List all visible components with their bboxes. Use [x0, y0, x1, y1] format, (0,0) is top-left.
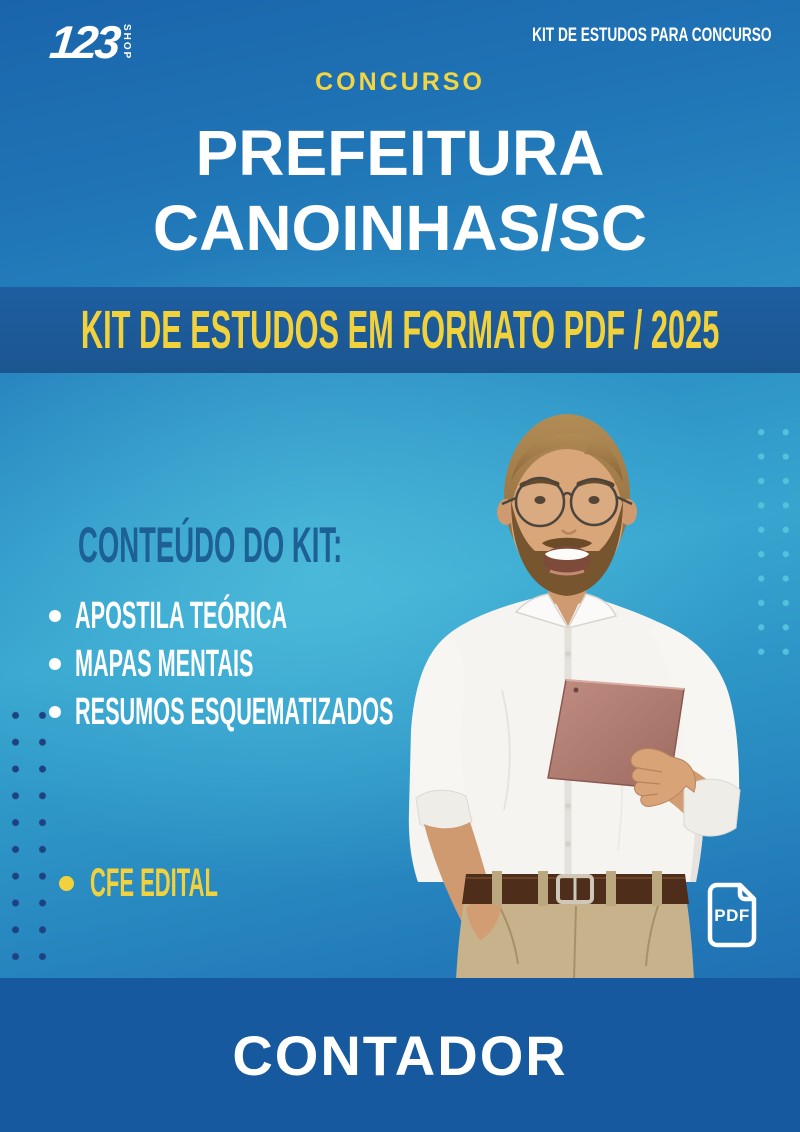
title-line-1: PREFEITURA: [195, 117, 605, 189]
footer-role-bar: [0, 978, 800, 1132]
title-line-2: CANOINHAS/SC: [152, 192, 648, 264]
left-dot-pattern: [2, 702, 56, 968]
highlight-item-label: CFE EDITAL: [90, 860, 218, 905]
yellow-bullet-dot: [59, 876, 74, 891]
list-item-label: MAPAS MENTAIS: [75, 642, 254, 685]
list-item: [0, 592, 420, 640]
top-right-tagline: KIT DE ESTUDOS PARA CONCURSO: [532, 25, 772, 46]
list-item-label: APOSTILA TEÓRICA: [75, 594, 288, 637]
bullet-dot: [49, 706, 61, 718]
highlight-list-item: [0, 862, 323, 904]
list-item: [0, 640, 420, 688]
logo-123-text: 123: [47, 16, 121, 68]
kit-items-list: [0, 592, 420, 736]
bullet-dot: [49, 610, 61, 622]
pdf-icon: [702, 880, 762, 950]
list-item: [0, 688, 420, 736]
content-heading: CONTEÚDO DO KIT:: [78, 517, 343, 573]
pdf-icon-label: PDF: [714, 906, 750, 925]
format-banner: [0, 287, 800, 373]
format-banner-text: KIT DE ESTUDOS EM FORMATO PDF / 2025: [80, 300, 720, 360]
kicker-concurso: CONCURSO: [315, 68, 485, 96]
page-title: [0, 116, 800, 266]
list-item-label: RESUMOS ESQUEMATIZADOS: [75, 690, 394, 733]
brand-logo: [47, 16, 132, 68]
bullet-dot: [49, 658, 61, 670]
role-title: CONTADOR: [232, 1023, 568, 1087]
logo-shop-text: SHOP: [120, 24, 132, 61]
